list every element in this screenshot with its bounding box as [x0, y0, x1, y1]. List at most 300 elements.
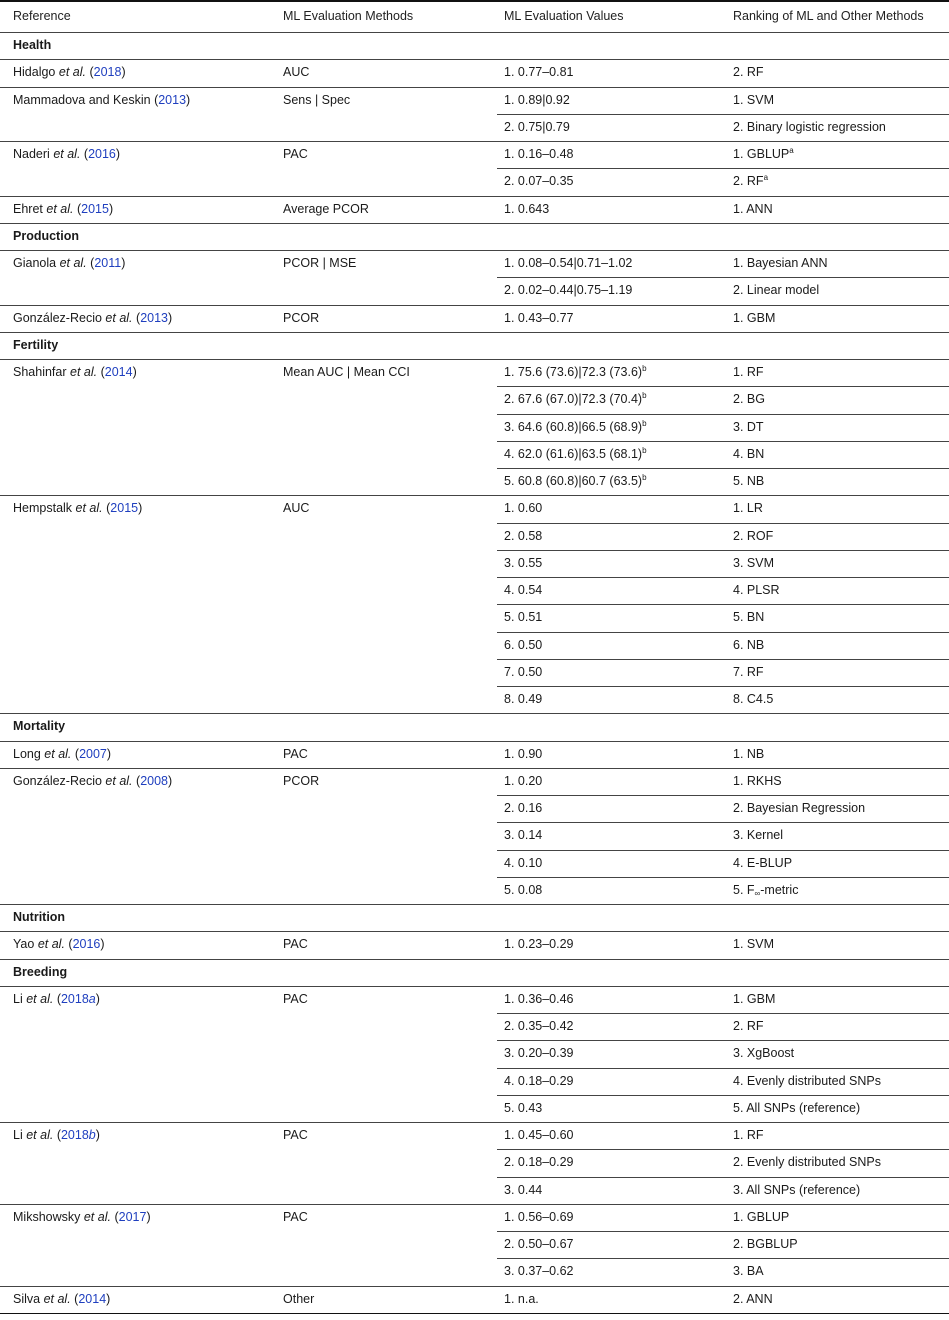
method-cell: Other	[283, 1291, 315, 1306]
rule-line	[0, 768, 949, 769]
rule-line	[497, 850, 949, 851]
rule-line	[497, 1013, 949, 1014]
table-header-row	[0, 3, 949, 30]
reference-year-link[interactable]	[94, 65, 122, 79]
rank-cell	[733, 877, 798, 904]
rule-line	[497, 277, 949, 278]
value-cell	[504, 659, 542, 686]
rank-text: 2. Evenly distributed SNPs	[733, 1155, 881, 1170]
paren-open: (	[90, 256, 95, 270]
rule-line	[497, 822, 949, 823]
et-al-label: et al.	[46, 201, 74, 216]
rank-cell	[733, 87, 774, 114]
value-cell	[504, 1068, 574, 1095]
value-text: 2. 0.75|0.79	[504, 119, 570, 134]
table-row	[0, 577, 949, 604]
paren-open: (	[74, 746, 80, 761]
rule-line	[0, 250, 949, 251]
reference-year-link[interactable]	[105, 365, 133, 379]
paren-open: (	[154, 92, 159, 107]
section-row	[0, 32, 949, 59]
rank-cell	[733, 468, 764, 495]
reference-year: 2008	[140, 773, 168, 788]
rank-cell	[733, 577, 780, 604]
reference-author: Mikshowsky	[13, 1209, 81, 1224]
header-methods: ML Evaluation Methods	[283, 9, 414, 23]
value-cell	[504, 386, 647, 413]
reference-year-suffix: b	[88, 1128, 96, 1142]
rule-line	[0, 1286, 949, 1287]
reference-year: 2016	[72, 937, 101, 952]
section-label: Nutrition	[13, 910, 66, 924]
value-text: 1. 0.20	[504, 773, 543, 788]
reference-author: Gianola	[13, 256, 57, 270]
rank-text: 2. BG	[733, 392, 765, 407]
rule-line	[0, 87, 949, 88]
value-cell	[504, 577, 542, 604]
section-label: Fertility	[13, 337, 59, 352]
reference-year-link[interactable]	[140, 774, 168, 788]
value-cell	[504, 1149, 574, 1176]
reference-cell	[13, 1122, 100, 1149]
table-row	[0, 305, 949, 332]
value-text: 1. 0.16–0.48	[504, 147, 574, 161]
rule-line	[0, 196, 949, 197]
reference-year: 2016	[88, 147, 116, 161]
rule-line	[0, 904, 949, 905]
et-al-label: et al.	[83, 1209, 111, 1224]
value-cell	[504, 768, 542, 795]
value-text: 1. 0.36–0.46	[504, 991, 574, 1006]
table-row	[0, 114, 949, 141]
rank-text: 6. NB	[733, 637, 765, 652]
reference-year-link[interactable]	[110, 501, 138, 515]
rank-text: 5. BN	[733, 610, 765, 625]
reference-cell	[13, 986, 100, 1013]
table-row	[0, 414, 949, 441]
reference-cell	[13, 931, 105, 958]
value-cell	[504, 468, 647, 495]
value-cell	[504, 87, 570, 114]
reference-year-suffix: a	[88, 991, 96, 1006]
rank-cell	[733, 386, 765, 413]
value-text: 1. 0.643	[504, 201, 550, 216]
reference-year: 2011	[94, 256, 122, 270]
value-text: 2. 0.07–0.35	[504, 174, 574, 189]
rule-line	[0, 359, 949, 360]
reference-author: Hidalgo	[13, 65, 56, 80]
rank-cell	[733, 196, 773, 223]
footnote-mark: a	[789, 146, 794, 155]
value-text: 2. 0.50–0.67	[504, 1237, 574, 1251]
value-cell	[504, 1231, 574, 1258]
rank-text: 1. SVM	[733, 92, 774, 107]
rank-text: 2. RF	[733, 65, 764, 80]
value-cell	[504, 1286, 539, 1313]
value-text: 2. 67.6 (67.0)|72.3 (70.4)	[504, 392, 643, 407]
method-cell: PCOR	[283, 773, 320, 788]
rank-text: 2. RF	[733, 174, 764, 189]
table-row	[0, 1204, 949, 1231]
rank-cell	[733, 1095, 860, 1122]
value-text: 3. 64.6 (60.8)|66.5 (68.9)	[504, 419, 643, 434]
rank-cell	[733, 1013, 764, 1040]
table-row	[0, 632, 949, 659]
reference-year: 2013	[140, 310, 168, 325]
table-row	[0, 359, 949, 386]
footnote-mark: b	[642, 391, 647, 401]
value-text: 4. 0.54	[504, 583, 543, 597]
value-cell	[504, 59, 574, 86]
rank-cell	[733, 1177, 860, 1204]
rank-cell	[733, 141, 794, 168]
et-al-label: et al.	[43, 1291, 71, 1306]
reference-author: Shahinfar	[13, 365, 67, 379]
method-cell: PAC	[283, 1209, 308, 1224]
paren-open: (	[100, 365, 105, 379]
paren-close: )	[108, 201, 114, 216]
rank-text: 4. E-BLUP	[733, 855, 793, 870]
value-text: 3. 0.37–0.62	[504, 1264, 574, 1279]
value-cell	[504, 850, 542, 877]
value-text: 4. 62.0 (61.6)|63.5 (68.1)	[504, 446, 643, 461]
rank-text: 2. ROF	[733, 528, 774, 543]
section-label: Health	[13, 38, 52, 52]
paren-close: )	[138, 501, 143, 516]
rank-text: 2. Bayesian Regression	[733, 801, 866, 815]
footnote-mark: b	[642, 418, 647, 428]
reference-year-link[interactable]	[94, 256, 121, 270]
header-values: ML Evaluation Values	[504, 9, 624, 23]
table-row	[0, 141, 949, 168]
rank-cell	[733, 550, 774, 577]
table-row	[0, 1177, 949, 1204]
value-cell	[504, 632, 542, 659]
rank-text: 1. RF	[733, 1128, 764, 1142]
rule-line	[0, 741, 949, 742]
reference-cell	[13, 141, 120, 168]
paren-close: )	[95, 991, 100, 1006]
rule-line	[497, 632, 949, 633]
value-cell	[504, 1177, 542, 1204]
rank-cell	[733, 441, 764, 468]
reference-year-link[interactable]	[61, 1128, 96, 1142]
value-text: 1. 0.60	[504, 501, 543, 516]
rule-line	[497, 686, 949, 687]
value-text: 3. 0.44	[504, 1182, 543, 1197]
table-row	[0, 659, 949, 686]
reference-author: Silva	[13, 1291, 41, 1306]
paren-open: (	[114, 1209, 119, 1224]
rule-line	[0, 1122, 949, 1123]
reference-year-link[interactable]	[140, 311, 168, 325]
paren-close: )	[168, 310, 173, 325]
value-text: 3. 0.20–0.39	[504, 1046, 574, 1061]
rule-line	[0, 931, 949, 932]
rule-line	[497, 795, 949, 796]
footnote-mark: b	[642, 473, 647, 482]
rank-cell	[733, 931, 774, 958]
table-row	[0, 168, 949, 195]
reference-author: Long	[13, 746, 41, 761]
table-row	[0, 59, 949, 86]
value-text: 1. 0.45–0.60	[504, 1128, 574, 1142]
rank-cell	[733, 1122, 764, 1149]
value-text: 1. n.a.	[504, 1291, 539, 1306]
value-cell	[504, 277, 632, 304]
rank-cell	[733, 1149, 881, 1176]
rank-text: 5. F	[733, 882, 755, 897]
et-al-label: et al.	[37, 937, 65, 952]
table-row	[0, 250, 949, 277]
section-label: Mortality	[13, 719, 66, 734]
value-cell	[504, 931, 574, 958]
reference-year: 2018	[60, 1128, 89, 1142]
reference-author: Hempstalk	[13, 501, 73, 516]
value-cell	[504, 1013, 574, 1040]
paren-open: (	[56, 1128, 61, 1142]
rule-line	[497, 1068, 949, 1069]
rule-line	[0, 141, 949, 142]
rank-text: 1. GBLUP	[733, 1209, 790, 1224]
table-row	[0, 1258, 949, 1285]
paren-close: )	[132, 365, 137, 379]
reference-author: Ehret	[13, 201, 43, 216]
reference-cell	[13, 359, 137, 386]
rule-line	[0, 305, 949, 306]
table-row	[0, 768, 949, 795]
reference-author: Li	[13, 1128, 23, 1142]
rank-text: 5. NB	[733, 474, 765, 488]
rank-cell	[733, 114, 886, 141]
rank-cell	[733, 986, 775, 1013]
rule-line	[497, 114, 949, 115]
rule-line	[0, 959, 949, 960]
rule-line	[497, 877, 949, 878]
rule-line	[0, 59, 949, 60]
paren-close: )	[168, 773, 173, 788]
paren-open: (	[74, 1291, 79, 1306]
value-text: 1. 0.77–0.81	[504, 65, 574, 80]
table-row	[0, 686, 949, 713]
rank-cell	[733, 523, 773, 550]
value-text: 1. 0.89|0.92	[504, 92, 570, 107]
rank-cell	[733, 741, 764, 768]
paren-close: )	[121, 256, 126, 270]
rank-cell	[733, 850, 792, 877]
value-cell	[504, 523, 542, 550]
rank-cell	[733, 305, 775, 332]
section-row	[0, 959, 949, 986]
value-cell	[504, 495, 542, 522]
rule-line	[497, 1149, 949, 1150]
table-row	[0, 523, 949, 550]
paren-close: )	[95, 1128, 100, 1142]
value-cell	[504, 359, 647, 386]
table-row	[0, 277, 949, 304]
reference-year-link[interactable]	[158, 93, 186, 107]
value-cell	[504, 441, 647, 468]
table-row	[0, 604, 949, 631]
value-text: 1. 0.08–0.54|0.71–1.02	[504, 256, 633, 270]
value-cell	[504, 250, 632, 277]
method-cell: Sens | Spec	[283, 92, 351, 107]
paren-close: )	[146, 1209, 151, 1224]
section-row	[0, 904, 949, 931]
value-text: 3. 0.14	[504, 828, 543, 843]
rank-cell	[733, 59, 764, 86]
section-row	[0, 223, 949, 250]
rank-text: 1. LR	[733, 501, 763, 516]
rule-line	[497, 1231, 949, 1232]
rank-cell	[733, 604, 764, 631]
table-row	[0, 795, 949, 822]
value-text: 5. 0.51	[504, 610, 543, 625]
table-row	[0, 1286, 949, 1313]
paren-close: )	[106, 746, 112, 761]
rank-cell	[733, 414, 764, 441]
table-row	[0, 741, 949, 768]
value-text: 5. 0.43	[504, 1100, 543, 1115]
value-text: 4. 0.10	[504, 855, 543, 870]
rank-text: 7. RF	[733, 664, 764, 679]
paren-open: (	[76, 201, 82, 216]
table-row	[0, 1013, 949, 1040]
value-cell	[504, 877, 542, 904]
paren-close: )	[100, 937, 105, 952]
table-row	[0, 87, 949, 114]
rule-line	[497, 577, 949, 578]
paren-open: (	[89, 65, 94, 80]
rank-text: 1. GBM	[733, 310, 776, 325]
reference-cell	[13, 768, 172, 795]
rule-line	[0, 223, 949, 224]
rank-text-tail: -metric	[760, 882, 799, 897]
table-row	[0, 986, 949, 1013]
rank-text: 3. All SNPs (reference)	[733, 1182, 861, 1197]
value-text: 1. 0.90	[504, 746, 543, 761]
reference-author: González-Recio	[13, 773, 102, 788]
rule-line	[0, 1313, 949, 1315]
rank-text: 8. C4.5	[733, 692, 774, 706]
value-text: 2. 0.16	[504, 801, 543, 815]
paren-open: (	[136, 310, 141, 325]
value-text: 2. 0.35–0.42	[504, 1019, 574, 1033]
footnote-mark: b	[642, 364, 647, 373]
value-text: 6. 0.50	[504, 637, 543, 652]
reference-year-link[interactable]	[79, 747, 107, 761]
method-cell: AUC	[283, 65, 310, 80]
paren-close: )	[106, 1291, 111, 1306]
rank-text: 3. XgBoost	[733, 1046, 795, 1061]
table-row	[0, 822, 949, 849]
method-cell: PAC	[283, 991, 308, 1006]
value-text: 5. 60.8 (60.8)|60.7 (63.5)	[504, 474, 643, 488]
rule-line	[497, 550, 949, 551]
value-text: 5. 0.08	[504, 882, 543, 897]
rule-line	[497, 604, 949, 605]
value-text: 7. 0.50	[504, 664, 543, 679]
section-label: Breeding	[13, 964, 68, 979]
reference-year-link[interactable]	[78, 1292, 106, 1306]
rank-cell	[733, 168, 768, 195]
method-cell: PAC	[283, 147, 308, 161]
header-reference: Reference	[13, 9, 71, 23]
rank-cell	[733, 686, 773, 713]
value-text: 1. 75.6 (73.6)|72.3 (73.6)	[504, 365, 643, 379]
reference-author: Li	[13, 991, 23, 1006]
rank-cell	[733, 1068, 881, 1095]
reference-year: 2014	[104, 365, 133, 379]
rank-cell	[733, 1231, 798, 1258]
paren-open: (	[68, 937, 73, 952]
rank-text: 2. RF	[733, 1019, 764, 1033]
rank-text: 2. ANN	[733, 1291, 773, 1306]
rule-line	[0, 332, 949, 333]
method-cell: Average PCOR	[283, 201, 369, 216]
reference-year-link[interactable]	[61, 992, 96, 1006]
value-text: 3. 0.55	[504, 555, 543, 570]
rule-line	[497, 386, 949, 387]
table-row	[0, 468, 949, 495]
table-row	[0, 495, 949, 522]
rank-text: 3. SVM	[733, 555, 774, 570]
reference-year-link[interactable]	[81, 202, 109, 216]
reference-year-link[interactable]	[73, 937, 101, 951]
rule-line	[0, 986, 949, 987]
paren-open: (	[56, 991, 61, 1006]
paren-open: (	[106, 501, 111, 516]
reference-year: 2018	[93, 65, 122, 80]
value-text: 2. 0.58	[504, 528, 543, 543]
table-row	[0, 441, 949, 468]
rule-line	[497, 1040, 949, 1041]
value-cell	[504, 1122, 574, 1149]
value-text: 2. 0.02–0.44|0.75–1.19	[504, 283, 633, 298]
rule-line	[497, 1177, 949, 1178]
reference-year: 2018	[60, 991, 89, 1006]
table-row	[0, 1040, 949, 1067]
rank-cell	[733, 632, 764, 659]
rank-text: 1. RKHS	[733, 773, 782, 788]
paren-close: )	[115, 147, 121, 161]
value-cell	[504, 986, 574, 1013]
section-row	[0, 332, 949, 359]
reference-year-link[interactable]	[119, 1210, 147, 1224]
rank-cell	[733, 359, 764, 386]
rule-line	[497, 441, 949, 442]
rank-cell	[733, 822, 783, 849]
rank-text: 3. DT	[733, 419, 764, 434]
et-al-label: et al.	[26, 1128, 54, 1142]
rank-cell	[733, 495, 763, 522]
rule-line	[497, 468, 949, 469]
reference-year-link[interactable]	[88, 147, 116, 161]
reference-cell	[13, 1286, 110, 1313]
table-row	[0, 1122, 949, 1149]
table-row	[0, 1095, 949, 1122]
reference-year: 2014	[78, 1291, 107, 1306]
method-cell: PCOR | MSE	[283, 256, 357, 270]
value-cell	[504, 305, 574, 332]
reference-cell	[13, 59, 126, 86]
method-cell: PAC	[283, 1128, 308, 1142]
paren-close: )	[121, 65, 126, 80]
paren-close: )	[186, 92, 191, 107]
value-cell	[504, 168, 574, 195]
reference-cell	[13, 250, 125, 277]
value-text: 2. 0.18–0.29	[504, 1155, 574, 1170]
